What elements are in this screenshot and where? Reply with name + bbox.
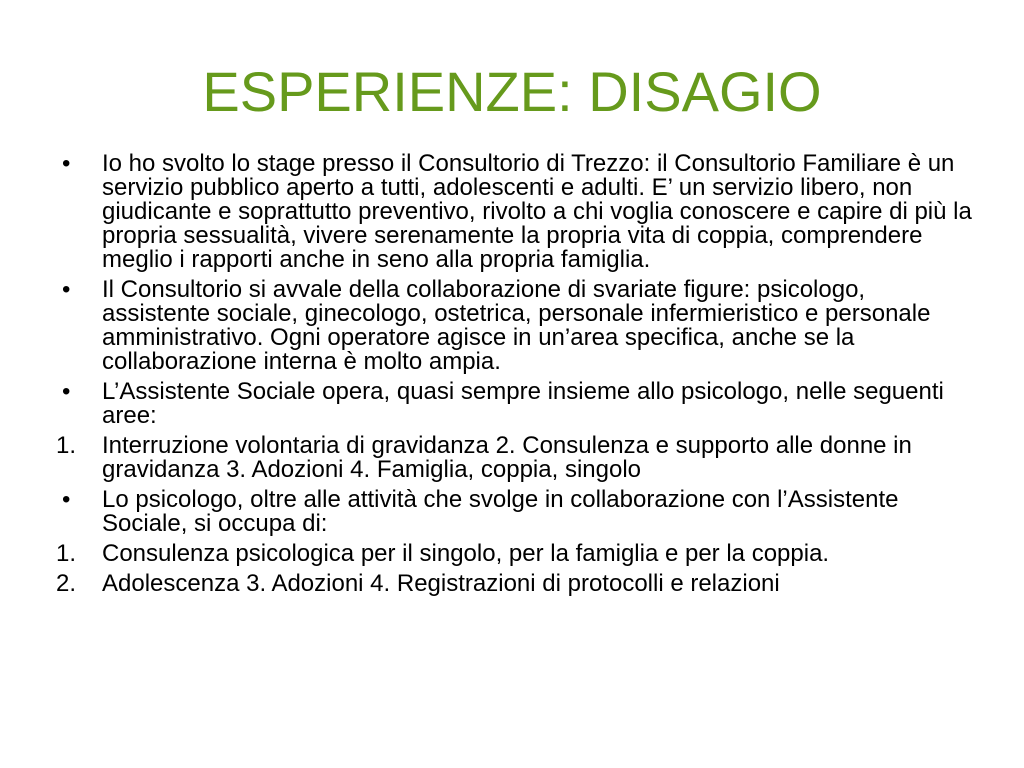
numbered-item [56,434,976,482]
slide-title: ESPERIENZE: DISAGIO [202,60,822,123]
list-item-text: Adolescenza 3. Adozioni 4. Registrazioni di protocolli e relazioni [102,570,780,597]
bullet-marker: • [62,486,71,513]
number-marker: 2. [56,570,77,597]
numbered-item [56,542,976,566]
bullet-marker: • [62,276,71,303]
bullet-marker: • [62,378,71,405]
list-item [56,488,976,536]
list-item-text: Consulenza psicologica per il singolo, per la famiglia e per la coppia. [102,540,830,567]
list-item [56,152,976,272]
number-marker: 1. [56,432,77,459]
bullet-marker: • [62,150,71,177]
number-marker: 1. [56,540,77,567]
slide-content-list [56,152,976,602]
list-item-text: Io ho svolto lo stage presso il Consultorio di Trezzo: il Consultorio Familiare è un servizio pubblico aperto a tutti, adolescenti e adulti. E’ un servizio libero, non giudicante e soprattutto preventivo, rivolto a chi voglia conoscere e capire di più la propria sessualità, vivere serenamente la propria vita di coppia, comprendere meglio i rapporti anche in seno alla propria famiglia. [102,150,972,273]
list-item-text: L’Assistente Sociale opera, quasi sempre insieme allo psicologo, nelle seguenti aree: [102,378,944,429]
list-item-text: Interruzione volontaria di gravidanza 2. Consulenza e supporto alle donne in gravidanza 3. Adozioni 4. Famiglia, coppia, singolo [102,432,912,483]
numbered-item [56,572,976,596]
list-item [56,278,976,374]
list-item-text: Lo psicologo, oltre alle attività che svolge in collaborazione con l’Assistente Sociale, si occupa di: [102,486,899,537]
list-item-text: Il Consultorio si avvale della collaborazione di svariate figure: psicologo, assistente sociale, ginecologo, ostetrica, personale infermieristico e personale amministrativo. Ogni operatore agisce in un’area specifica, anche se la collaborazione interna è molto ampia. [102,276,931,375]
list-item [56,380,976,428]
